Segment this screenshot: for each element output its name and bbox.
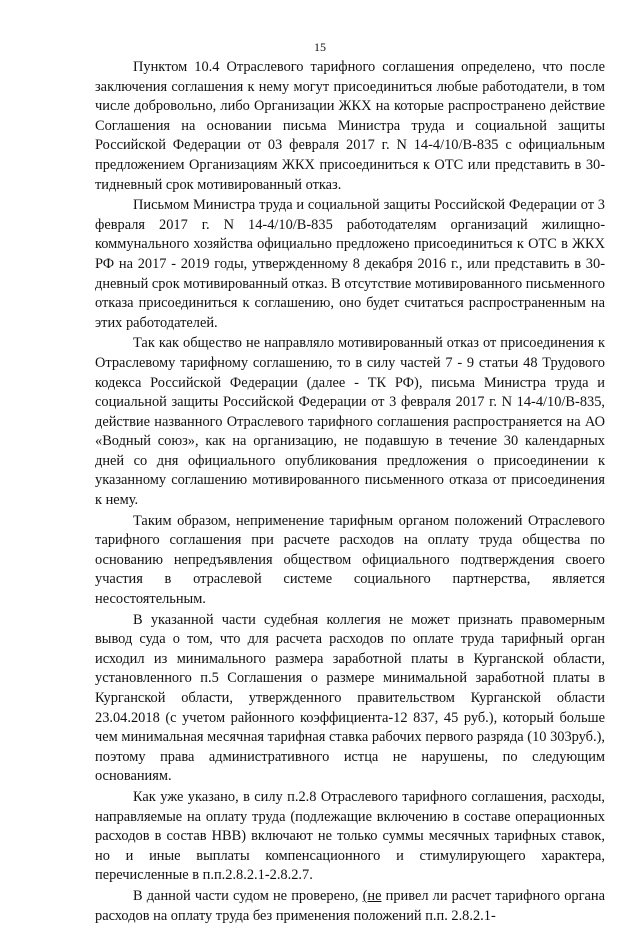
paragraph: Пунктом 10.4 Отраслевого тарифного соглашения определено, что после заключения соглашения к нему могут присоединиться любые работодатели, в том числе добровольно, либо Организации ЖКХ на которые распространено действие Соглашения на основании письма Министра труда и социальной защиты Российской Федерации от 03 февраля 2017 г. N 14-4/10/В-835 с официальным предложением Организациям ЖКХ присоединиться к ОТС или представить в 30-тидневный срок мотивированный отказ. bbox=[95, 59, 605, 193]
page-number: 15 bbox=[314, 40, 326, 54]
paragraph-last bbox=[95, 887, 605, 926]
paragraph: Таким образом, неприменение тарифным органом положений Отраслевого тарифного соглашения при расчете расходов на оплату труда общества по основанию непредъявления обществом официального подтверждения своего участия в отраслевой системе социального партнерства, является несостоятельным. bbox=[95, 512, 605, 608]
paragraph-text: В данной части судом не проверено, bbox=[133, 887, 363, 904]
paragraph-text: привел ли расчет тарифного органа расходов на оплату труда без применения положений п.п. 2.8.2.1- bbox=[95, 887, 605, 924]
paragraph: Как уже указано, в силу п.2.8 Отраслевого тарифного соглашения, расходы, направляемые на оплату труда (подлежащие включению в составе операционных расходов в состав НВВ) включают не только суммы месячных тарифных ставок, но и иные выплаты компенсационного и стимулирующего характера, перечисленные в п.п.2.8.2.1-2.8.2.7. bbox=[95, 788, 605, 884]
paragraph: Письмом Министра труда и социальной защиты Российской Федерации от 3 февраля 2017 г. N 14-4/10/В-835 работодателям организаций жилищно-коммунального хозяйства официально предложено присоединиться к ОТС в ЖКХ РФ на 2017 - 2019 годы, утвержденному 8 декабря 2016 г., или представить в 30-дневный срок мотивированный отказ. В отсутствие мотивированного письменного отказа присоединиться к соглашению, оно будет считаться распространенным на этих работодателей. bbox=[95, 197, 605, 331]
paragraph: Так как общество не направляло мотивированный отказ от присоединения к Отраслевому тарифному соглашению, то в силу частей 7 - 9 статьи 48 Трудового кодекса Российской Федерации (далее - ТК РФ), письма Министра труда и социальной защиты Российской Федерации от 3 февраля 2017 г. N 14-4/10/В-835, действие названного Отраслевого тарифного соглашения распространяется на АО «Водный союз», как на организацию, не подавшую в течение 30 календарных дней со дня официального опубликования предложения о присоединении к указанному соглашению мотивированного письменного отказа от присоединения к нему. bbox=[95, 335, 605, 509]
document-body bbox=[95, 58, 605, 927]
underlined-text: (не bbox=[362, 887, 382, 904]
paragraph: В указанной части судебная коллегия не может признать правомерным вывод суда о том, что для расчета расходов по оплате труда тарифный орган исходил из минимального размера заработной платы в Курганской области, установленного п.5 Соглашения о размере минимальной заработной платы в Курганской области, утвержденного правительством Курганской области 23.04.2018 (с учетом районного коэффициента-12 837, 45 руб.), который больше чем минимальная месячная тарифная ставка рабочих первого разряда (10 303руб.), поэтому права административного истца не нарушены, по следующим основаниям. bbox=[95, 611, 605, 785]
